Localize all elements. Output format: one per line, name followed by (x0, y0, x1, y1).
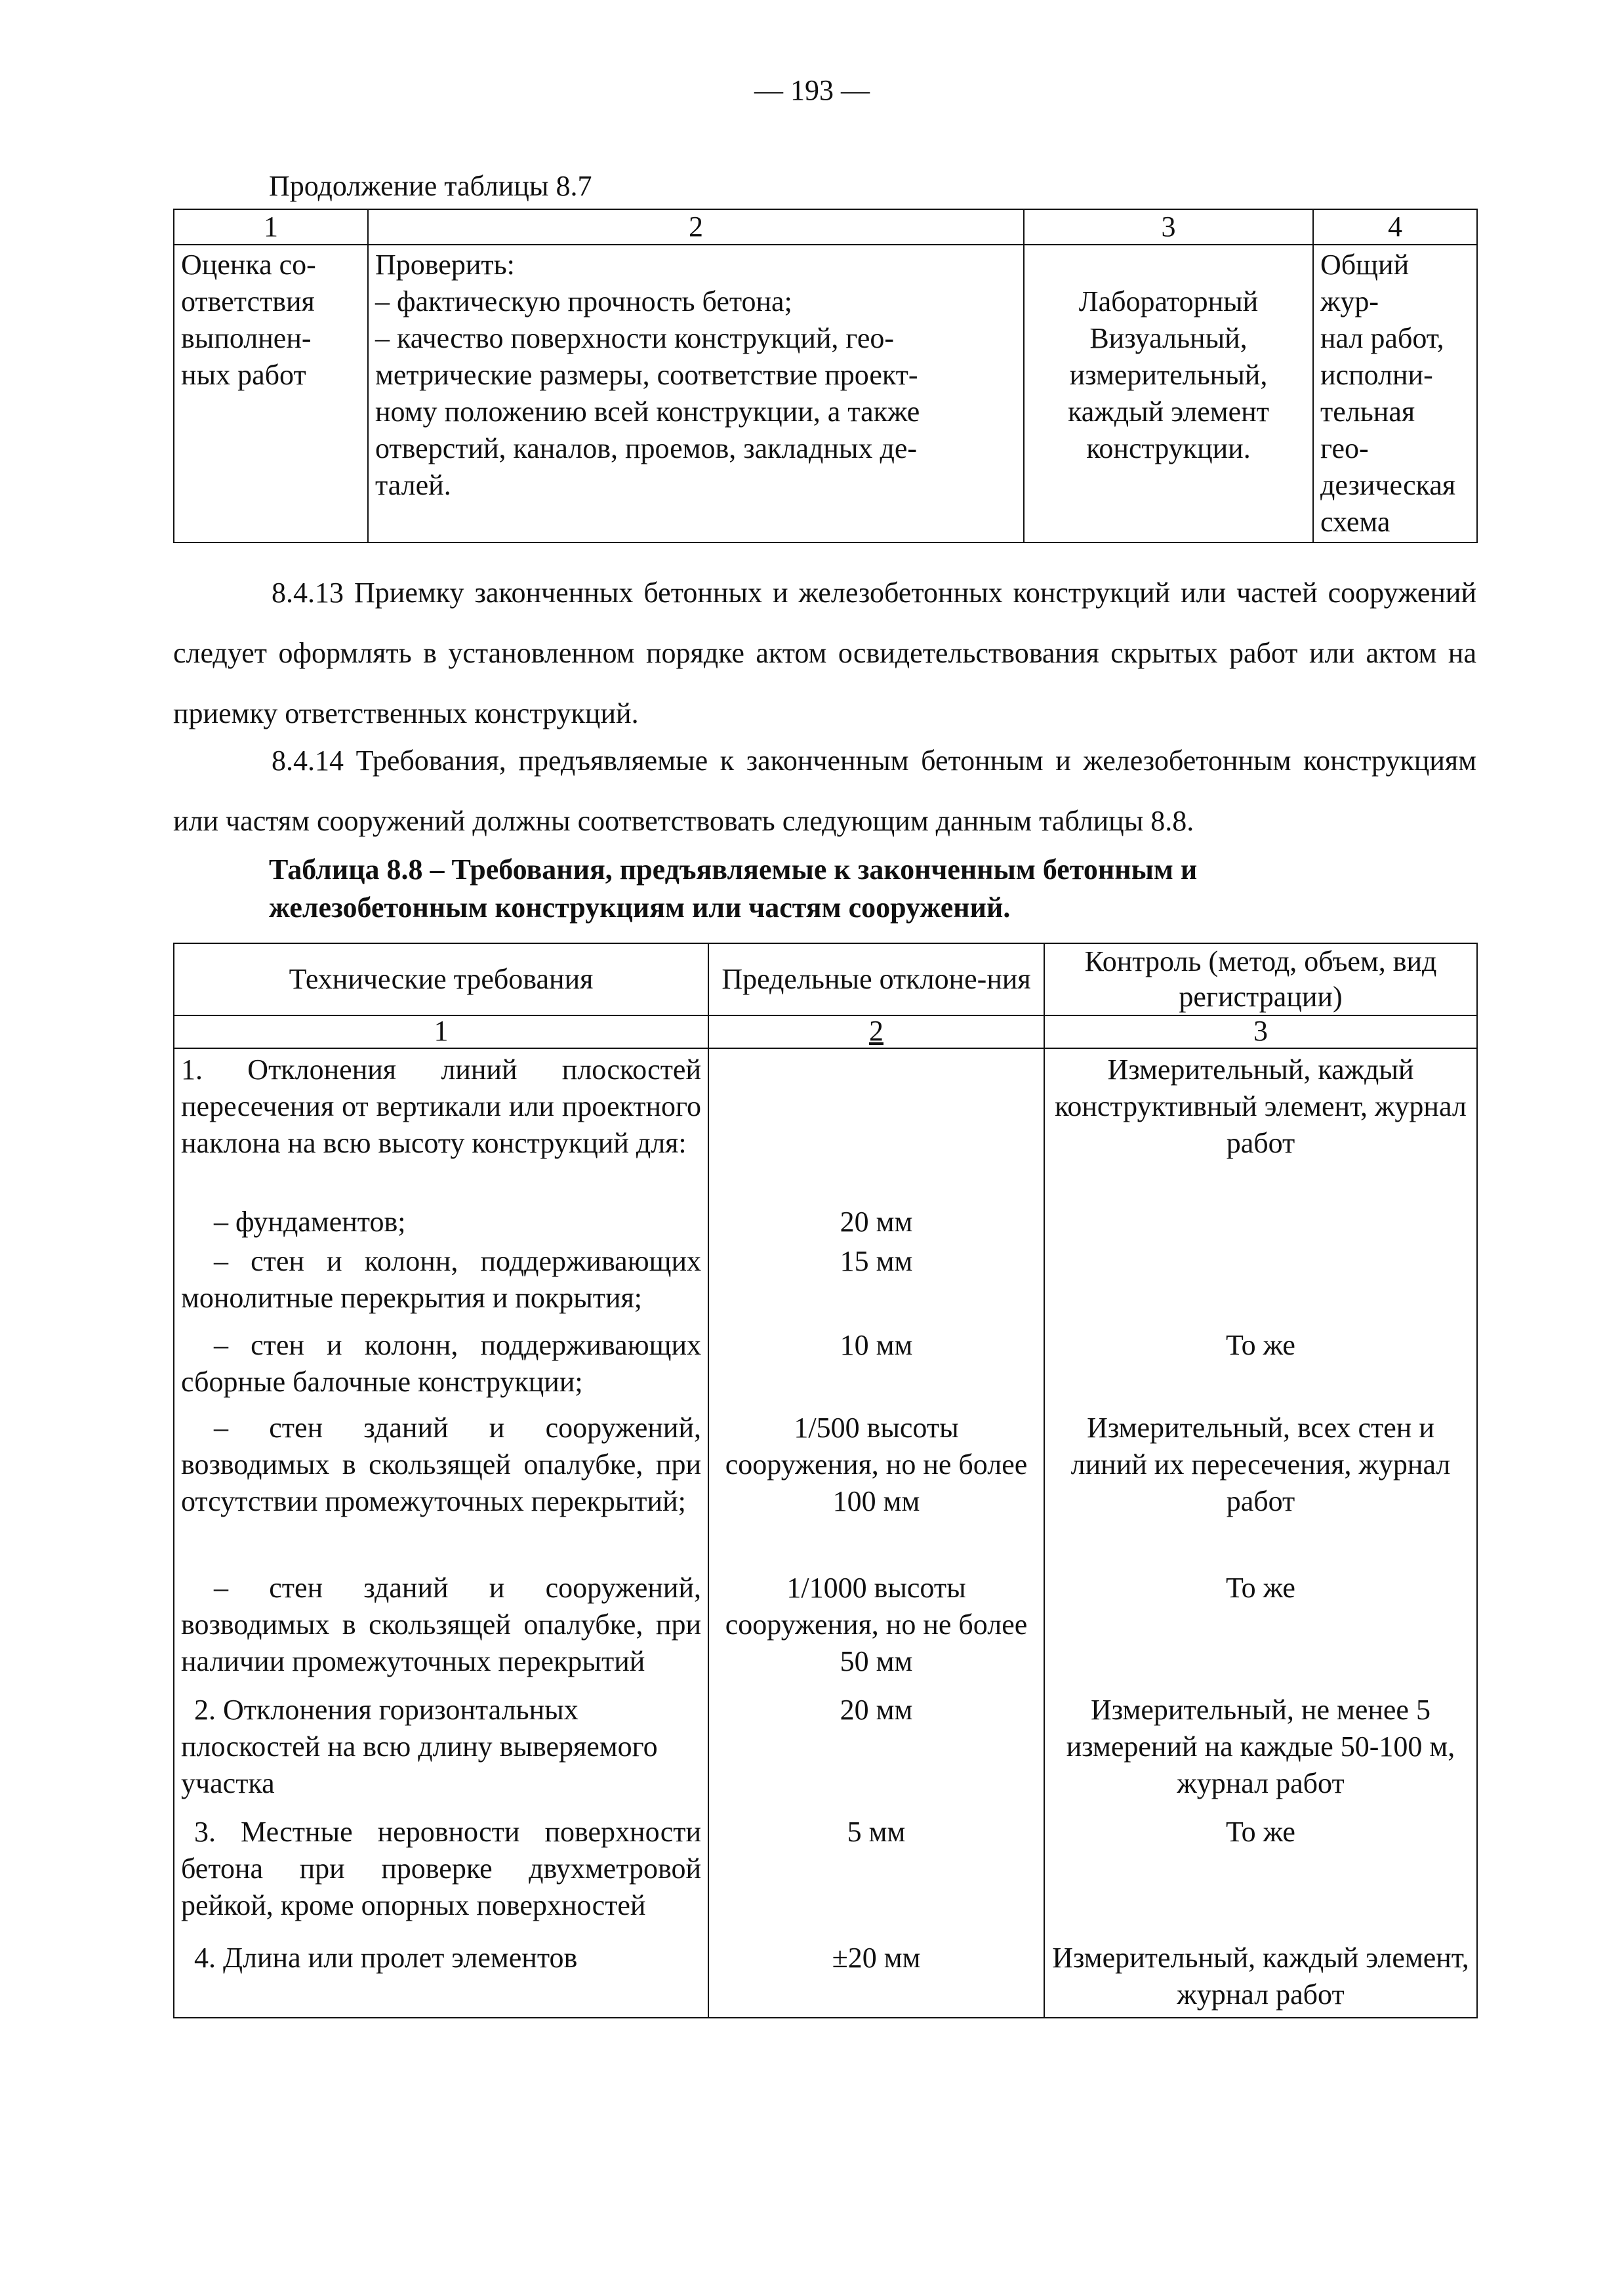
table-header-row (174, 943, 1477, 1015)
table-number-row (174, 1015, 1477, 1048)
deviation-cell: 20 мм (708, 1692, 1044, 1814)
table-row (174, 1567, 1477, 1692)
col-number-1: 1 (174, 1015, 708, 1048)
control-cell: То же (1044, 1814, 1477, 1936)
table-row (174, 1814, 1477, 1936)
requirement-cell: 4. Длина или пролет элементов (174, 1936, 708, 2018)
col-number-3: 3 (1044, 1015, 1477, 1048)
cell-line: отверстий, каналов, проемов, закладных де- (375, 432, 918, 464)
header-technical-requirements: Технические требования (174, 943, 708, 1015)
cell-line: – фактическую прочность бетона; (375, 285, 792, 317)
deviation-cell (708, 1048, 1044, 1204)
col-number-1: 1 (174, 209, 368, 245)
header-control: Контроль (метод, объем, вид регистрации) (1044, 943, 1477, 1015)
check-items-cell (368, 245, 1024, 542)
cell-line: схема (1320, 506, 1391, 538)
col-number-4: 4 (1313, 209, 1477, 245)
requirement-cell: – фундаментов; (174, 1204, 708, 1243)
cell-line: Лабораторный (1078, 285, 1259, 317)
cell-line: Оценка со- (181, 249, 316, 281)
control-cell: То же (1044, 1322, 1477, 1410)
deviation-cell: ±20 мм (708, 1936, 1044, 2018)
documentation-cell (1313, 245, 1477, 542)
header-deviation-limits: Предельные отклоне-ния (708, 943, 1044, 1015)
table-row (174, 1243, 1477, 1322)
cell-line: – качество поверхности конструкций, гео- (375, 322, 895, 354)
cell-line: ному положению всей конструкции, а также (375, 396, 920, 428)
page-number: — 193 — (754, 74, 870, 106)
table-row (174, 1692, 1477, 1814)
requirement-cell: 1. Отклонения линий плоскостей пересечения от вертикали или проектного наклона на всю высоту конструкций для: (174, 1048, 708, 1204)
table-8-7-continuation-caption: Продолжение таблицы 8.7 (269, 170, 592, 202)
requirement-cell: – стен зданий и сооружений, возводимых в скользящей опалубке, при наличии промежуточных перекрытий (174, 1567, 708, 1692)
cell-line: талей. (375, 469, 451, 501)
cell-line: измерительный, (1069, 359, 1268, 391)
cell-line: тельная гео- (1320, 396, 1415, 464)
table-row (174, 1204, 1477, 1243)
table-row (174, 1936, 1477, 2018)
table-8-8 (173, 943, 1478, 2018)
cell-line: ных работ (181, 359, 306, 391)
requirement-cell: 2. Отклонения горизонтальных плоскостей на всю длину выверяемого участка (174, 1692, 708, 1814)
control-cell: То же (1044, 1567, 1477, 1692)
control-cell (1044, 1204, 1477, 1243)
col-number-label: 2 (869, 1015, 883, 1047)
cell-line: Общий жур- (1320, 249, 1410, 317)
control-cell: Измерительный, всех стен и линий их пересечения, журнал работ (1044, 1410, 1477, 1567)
table-row (174, 1410, 1477, 1567)
deviation-cell: 1/1000 высоты сооружения, но не более 50 мм (708, 1567, 1044, 1692)
requirement-cell: – стен и колонн, поддерживающих монолитные перекрытия и покрытия; (174, 1243, 708, 1322)
cell-line: исполни- (1320, 359, 1433, 391)
control-cell (1044, 1243, 1477, 1322)
work-assessment-cell (174, 245, 368, 542)
table-8-8-title (269, 851, 1476, 927)
title-line: железобетонным конструкциям или частям сооружений. (269, 891, 1011, 924)
table-row (174, 245, 1477, 542)
cell-line: ответствия (181, 285, 315, 317)
deviation-cell: 5 мм (708, 1814, 1044, 1936)
deviation-cell: 15 мм (708, 1243, 1044, 1322)
deviation-cell: 1/500 высоты сооружения, но не более 100 мм (708, 1410, 1044, 1567)
deviation-cell: 20 мм (708, 1204, 1044, 1243)
cell-line: Визуальный, (1089, 322, 1248, 354)
control-cell: Измерительный, не менее 5 измерений на каждые 50-100 м, журнал работ (1044, 1692, 1477, 1814)
cell-line: нал работ, (1320, 322, 1444, 354)
control-method-cell (1024, 245, 1313, 542)
col-number-2: 2 (368, 209, 1024, 245)
cell-line: каждый элемент (1068, 396, 1269, 428)
table-8-7 (173, 209, 1478, 543)
col-number-3: 3 (1024, 209, 1313, 245)
cell-line: дезическая (1320, 469, 1456, 501)
col-number-2 (708, 1015, 1044, 1048)
cell-line: метрические размеры, соответствие проект- (375, 359, 918, 391)
table-row (174, 1322, 1477, 1410)
table-row (174, 1048, 1477, 1204)
paragraph-8-4-14: 8.4.14 Требования, предъявляемые к законченным бетонным и железобетонным конструкциям или частям сооружений должны соответствовать следующим данным таблицы 8.8. (173, 745, 1476, 837)
paragraph-8-4-13: 8.4.13 Приемку законченных бетонных и железобетонных конструкций или частей сооружений следует оформлять в установленном порядке актом освидетельствования скрытых работ или актом на приемку ответственных конструкций. (173, 577, 1476, 729)
requirement-cell: 3. Местные неровности поверхности бетона при проверке двухметровой рейкой, кроме опорных поверхностей (174, 1814, 708, 1936)
control-cell: Измерительный, каждый элемент, журнал работ (1044, 1936, 1477, 2018)
table-header-row (174, 209, 1477, 245)
deviation-cell: 10 мм (708, 1322, 1044, 1410)
cell-line: выполнен- (181, 322, 312, 354)
control-cell: Измерительный, каждый конструктивный элемент, журнал работ (1044, 1048, 1477, 1204)
requirement-cell: – стен зданий и сооружений, возводимых в скользящей опалубке, при отсутствии промежуточных перекрытий; (174, 1410, 708, 1567)
cell-line: Проверить: (375, 249, 515, 281)
cell-line: конструкции. (1086, 432, 1251, 464)
requirement-cell: – стен и колонн, поддерживающих сборные балочные конструкции; (174, 1322, 708, 1410)
title-line: Таблица 8.8 – Требования, предъявляемые к законченным бетонным и (269, 853, 1198, 886)
